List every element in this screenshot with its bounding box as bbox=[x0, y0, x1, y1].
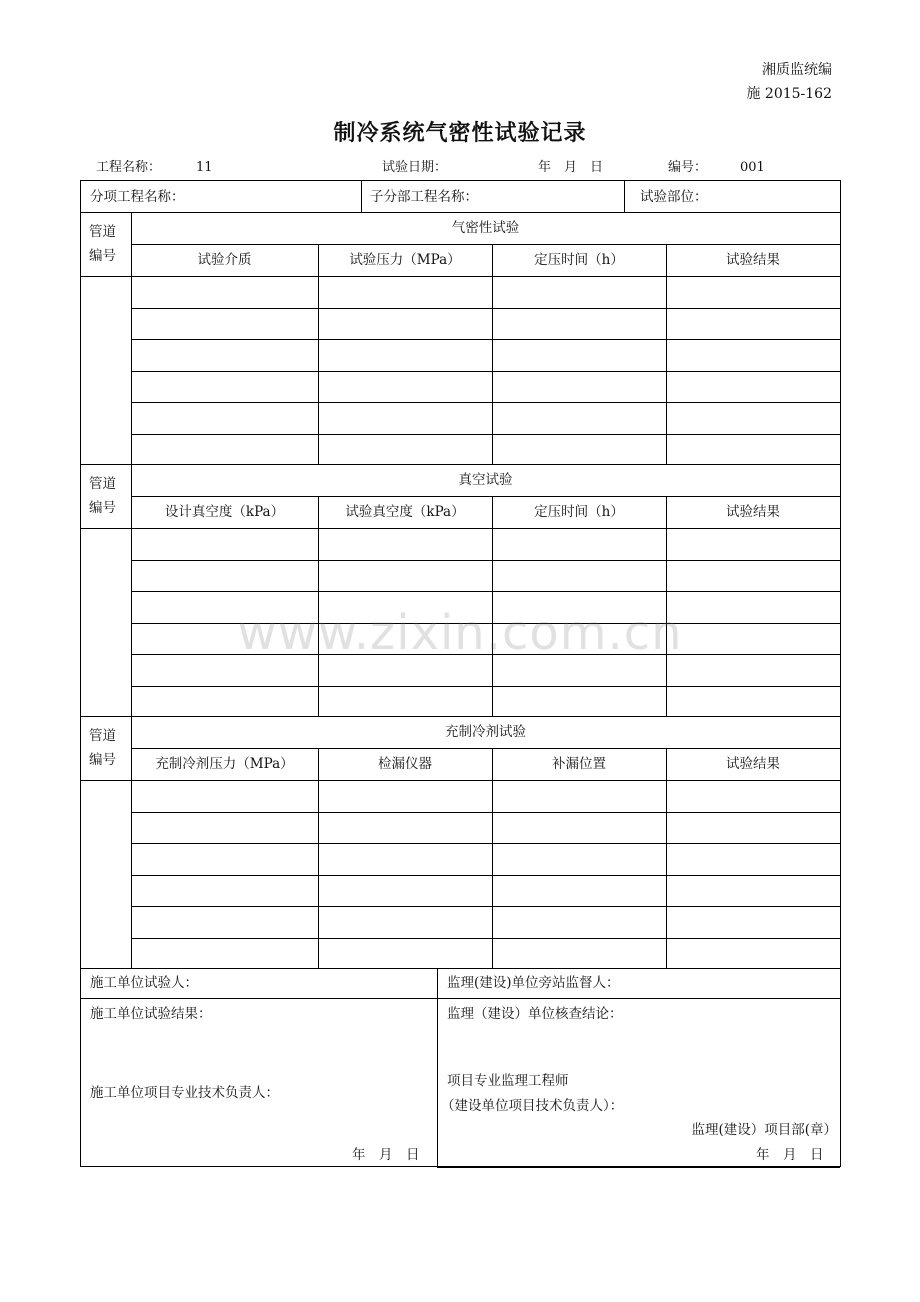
test-location-label: 试验部位： bbox=[640, 189, 708, 205]
doc-number-value: 001 bbox=[740, 160, 765, 175]
watermark: www.zixin.com.cn bbox=[237, 605, 683, 661]
column-header: 试验结果 bbox=[726, 252, 780, 268]
row-divider bbox=[131, 875, 840, 876]
column-header: 充制冷剂压力（MPa） bbox=[155, 756, 294, 772]
test-date-ymd: 年 月 日 bbox=[538, 160, 604, 175]
pipe-id-label: 编号 bbox=[89, 248, 116, 264]
row-divider bbox=[80, 212, 840, 213]
sub-division-label: 子分部工程名称： bbox=[370, 189, 478, 205]
row-divider bbox=[131, 654, 840, 655]
pipe-id-label: 编号 bbox=[89, 500, 116, 516]
column-header: 试验真空度（kPa） bbox=[345, 504, 465, 520]
col-divider bbox=[361, 180, 362, 212]
contractor-result-label: 施工单位试验结果： bbox=[90, 1006, 212, 1022]
row-divider bbox=[131, 402, 840, 403]
project-name-value: 11 bbox=[196, 160, 213, 175]
column-header: 试验压力（MPa） bbox=[349, 252, 461, 268]
row-divider bbox=[131, 591, 840, 592]
col-divider bbox=[492, 244, 493, 464]
date-right: 年 月 日 bbox=[756, 1147, 824, 1163]
pipe-id-label: 管道 bbox=[89, 728, 116, 744]
owner-tech-lead-label: （建设单位项目技术负责人）： bbox=[441, 1098, 624, 1114]
row-divider bbox=[131, 244, 840, 245]
col-divider bbox=[318, 496, 319, 716]
sub-project-label: 分项工程名称： bbox=[90, 189, 185, 205]
row-divider bbox=[80, 998, 840, 999]
contractor-tech-lead-label: 施工单位项目专业技术负责人： bbox=[90, 1085, 279, 1101]
row-divider bbox=[80, 276, 840, 277]
page-title: 制冷系统气密性试验记录 bbox=[333, 121, 587, 146]
col-divider bbox=[666, 748, 667, 968]
column-header: 试验结果 bbox=[726, 504, 780, 520]
section-title: 气密性试验 bbox=[451, 220, 520, 236]
supervision-engineer-label: 项目专业监理工程师 bbox=[447, 1073, 569, 1089]
column-header: 定压时间（h） bbox=[534, 252, 624, 268]
section-title: 真空试验 bbox=[458, 472, 513, 488]
supervisor-witness-label: 监理(建设)单位旁站监督人： bbox=[447, 975, 620, 991]
row-divider bbox=[131, 623, 840, 624]
column-header: 定压时间（h） bbox=[534, 504, 624, 520]
row-divider bbox=[131, 371, 840, 372]
pipe-id-label: 编号 bbox=[89, 752, 116, 768]
col-divider bbox=[318, 244, 319, 464]
dept-seal-label: 监理(建设）项目部(章） bbox=[691, 1122, 837, 1138]
col-divider bbox=[318, 748, 319, 968]
col-divider bbox=[492, 496, 493, 716]
col-divider bbox=[666, 244, 667, 464]
column-header: 设计真空度（kPa） bbox=[164, 504, 285, 520]
row-divider bbox=[131, 308, 840, 309]
row-divider bbox=[131, 339, 840, 340]
pipe-id-label: 管道 bbox=[89, 476, 116, 492]
date-left: 年 月 日 bbox=[352, 1147, 420, 1163]
row-divider bbox=[80, 528, 840, 529]
row-divider bbox=[131, 906, 840, 907]
col-divider bbox=[437, 968, 438, 1168]
project-name-label: 工程名称： bbox=[96, 160, 162, 175]
section-divider bbox=[80, 464, 840, 465]
row-divider bbox=[437, 1167, 840, 1168]
form-code-line1: 湘质监统编 bbox=[762, 62, 832, 78]
pipe-id-label: 管道 bbox=[89, 224, 116, 240]
row-divider bbox=[131, 496, 840, 497]
tester-label: 施工单位试验人： bbox=[90, 975, 198, 991]
column-header: 检漏仪器 bbox=[378, 756, 432, 772]
row-divider bbox=[131, 748, 840, 749]
doc-number-label: 编号： bbox=[668, 160, 708, 175]
supervisor-conclusion-label: 监理（建设）单位核查结论： bbox=[447, 1006, 623, 1022]
column-header: 补漏位置 bbox=[552, 756, 606, 772]
column-header: 试验结果 bbox=[726, 756, 780, 772]
section-divider bbox=[80, 716, 840, 717]
row-divider bbox=[131, 560, 840, 561]
section-title: 充制冷剂试验 bbox=[445, 724, 526, 740]
row-divider bbox=[131, 812, 840, 813]
row-divider bbox=[131, 686, 840, 687]
row-divider bbox=[131, 938, 840, 939]
col-divider bbox=[624, 180, 625, 212]
col-divider bbox=[492, 748, 493, 968]
column-header: 试验介质 bbox=[197, 252, 252, 268]
test-date-label: 试验日期： bbox=[382, 160, 448, 175]
col-divider bbox=[666, 496, 667, 716]
row-divider bbox=[131, 434, 840, 435]
row-divider bbox=[131, 843, 840, 844]
section-divider bbox=[80, 968, 840, 969]
form-code-line2: 施 2015-162 bbox=[746, 86, 832, 102]
row-divider bbox=[80, 780, 840, 781]
